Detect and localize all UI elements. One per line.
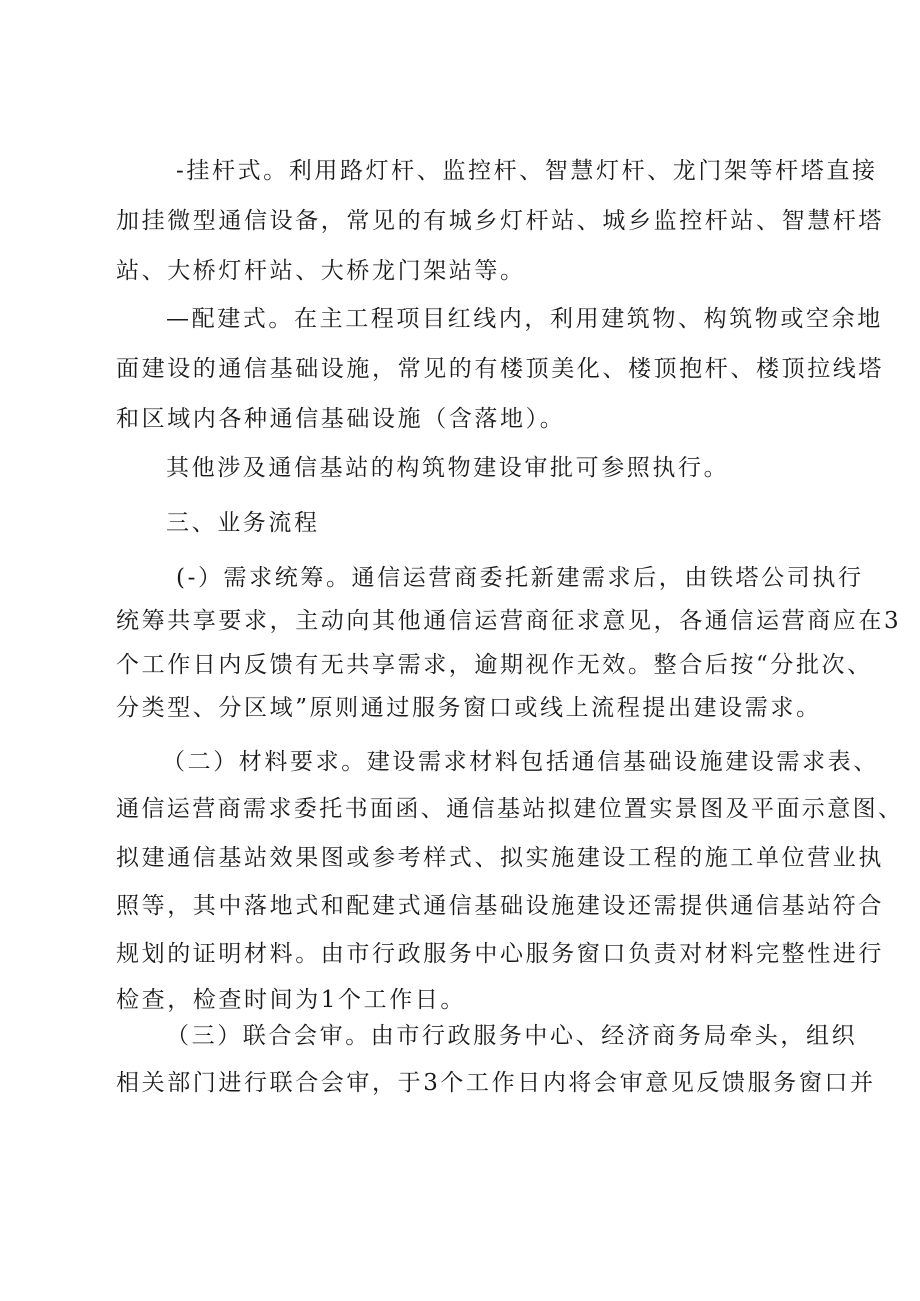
section-title: 三、业务流程 [166,510,320,536]
text-line: 其他涉及通信基站的构筑物建设审批可参照执行。 [166,455,730,481]
text-line: 分类型、分区域”原则通过服务窗口或线上流程提出建设需求。 [116,695,822,721]
text-line: (-）需求统筹。通信运营商委托新建需求后，由铁塔公司执行 [176,565,864,591]
text-line: 加挂微型通信设备，常见的有城乡灯杆站、城乡监控杆站、智慧杆塔 [116,208,884,234]
text-line: 规划的证明材料。由市行政服务中心服务窗口负责对材料完整性进行 [116,941,884,967]
text-line: 统筹共享要求，主动向其他通信运营商征求意见，各通信运营商应在3 [116,608,902,634]
text-line: 个工作日内反馈有无共享需求，逾期视作无效。整合后按“分批次、 [116,652,873,678]
text-line: 检查，检查时间为1个工作日。 [116,987,467,1013]
text-line: 通信运营商需求委托书面函、通信基站拟建位置实景图及平面示意图、 [116,796,904,822]
text-line: 相关部门进行联合会审，于3个工作日内将会审意见反馈服务窗口并 [116,1070,876,1096]
text-line: —配建式。在主工程项目红线内，利用建筑物、构筑物或空余地 [166,306,883,332]
text-line: （二）材料要求。建设需求材料包括通信基础设施建设需求表、 [162,749,879,775]
text-line: （三）联合会审。由市行政服务中心、经济商务局牵头，组织 [166,1023,858,1049]
text-line: -挂杆式。利用路灯杆、监控杆、智慧灯杆、龙门架等杆塔直接 [176,158,878,184]
text-line: 站、大桥灯杆站、大桥龙门架站等。 [116,258,526,284]
text-line: 照等，其中落地式和配建式通信基础设施建设还需提供通信基站符合 [116,893,884,919]
text-line: 和区域内各种通信基础设施（含落地）。 [116,406,566,432]
text-line: 拟建通信基站效果图或参考样式、拟实施建设工程的施工单位营业执 [116,845,884,871]
text-line: 面建设的通信基础设施，常见的有楼顶美化、楼顶抱杆、楼顶拉线塔 [116,356,884,382]
